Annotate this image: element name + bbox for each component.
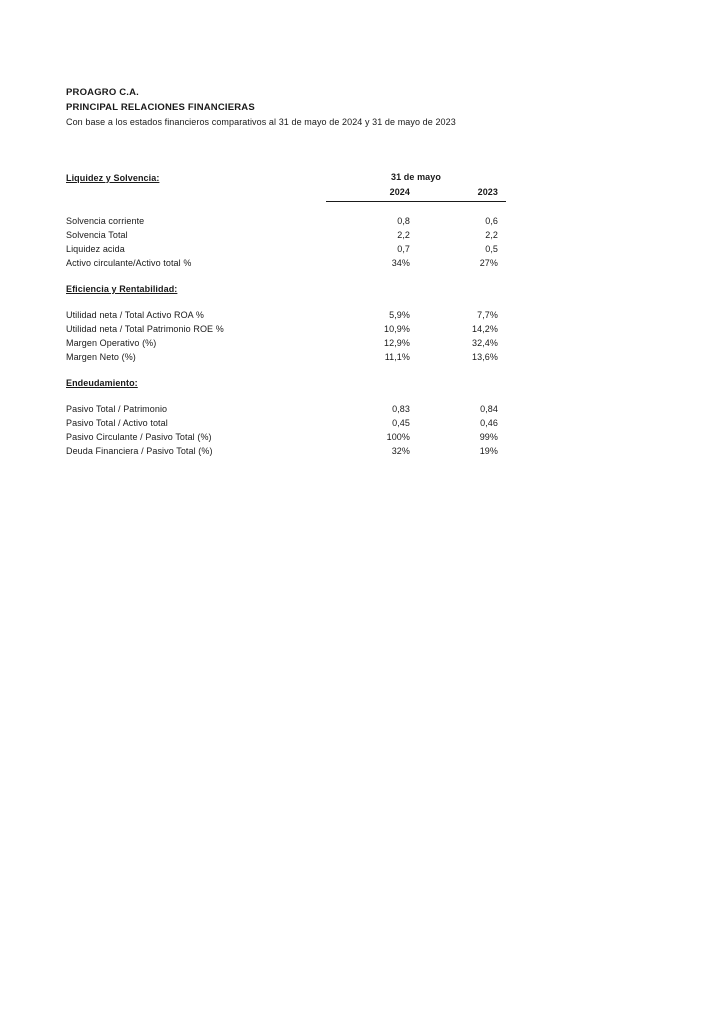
section-heading-endeudamiento-row	[66, 376, 506, 390]
row-value-2024: 11,1%	[384, 352, 410, 362]
table-row	[66, 350, 506, 364]
section-heading-endeudamiento	[66, 376, 506, 390]
row-value-2023: 27%	[479, 258, 498, 268]
column-header-2024: 2024	[389, 186, 410, 197]
period-header: 31 de mayo	[391, 171, 441, 182]
section-heading-endeudamiento-label: Endeudamiento:	[66, 378, 138, 388]
spacer-cell	[66, 390, 506, 402]
table-row	[66, 256, 506, 270]
row-label: Activo circulante/Activo total %	[66, 258, 192, 268]
table-row	[66, 336, 506, 350]
row-label: Deuda Financiera / Pasivo Total (%)	[66, 446, 213, 456]
table-row	[66, 444, 506, 458]
row-label: Solvencia Total	[66, 230, 128, 240]
row-value-2024: 32%	[391, 446, 410, 456]
table-row	[66, 430, 506, 444]
spacer-row	[66, 296, 506, 308]
financial-ratios-table	[66, 170, 506, 459]
spacer-cell	[66, 202, 506, 215]
empty-cell	[66, 185, 326, 201]
column-header-2023: 2023	[477, 186, 498, 197]
row-label: Pasivo Total / Activo total	[66, 418, 168, 428]
table-row	[66, 228, 506, 242]
row-value-2024: 0,8	[397, 216, 410, 226]
spacer-cell	[66, 364, 506, 376]
table-row	[66, 214, 506, 228]
row-value-2023: 7,7%	[477, 310, 498, 320]
row-label: Margen Neto (%)	[66, 352, 136, 362]
table-header-years-row	[66, 185, 506, 201]
document-content	[66, 86, 666, 458]
row-value-2023: 19%	[479, 446, 498, 456]
row-label: Utilidad neta / Total Patrimonio ROE %	[66, 324, 224, 334]
row-value-2023: 32,4%	[472, 338, 498, 348]
row-value-2024: 34%	[391, 258, 410, 268]
row-value-2024: 2,2	[397, 230, 410, 240]
row-value-2023: 0,6	[485, 216, 498, 226]
row-value-2023: 0,46	[480, 418, 498, 428]
row-value-2023: 0,84	[480, 404, 498, 414]
table-header-period-row	[66, 170, 506, 185]
row-label: Utilidad neta / Total Activo ROA %	[66, 310, 204, 320]
row-value-2023: 0,5	[485, 244, 498, 254]
row-value-2024: 12,9%	[384, 338, 410, 348]
section-heading-liquidez	[66, 170, 326, 185]
table-row	[66, 242, 506, 256]
row-value-2024: 100%	[386, 432, 410, 442]
spacer-cell	[66, 296, 506, 308]
spacer-row	[66, 202, 506, 215]
document-title: PRINCIPAL RELACIONES FINANCIERAS	[66, 101, 255, 113]
spacer	[66, 130, 666, 170]
row-value-2023: 13,6%	[472, 352, 498, 362]
spacer-cell	[66, 270, 506, 282]
row-value-2024: 5,9%	[389, 310, 410, 320]
document-note: Con base a los estados financieros comparativos al 31 de mayo de 2024 y 31 de mayo de 2023	[66, 117, 456, 127]
spacer-row	[66, 390, 506, 402]
section-heading-liquidez-label: Liquidez y Solvencia:	[66, 172, 160, 183]
table-row	[66, 322, 506, 336]
row-value-2024: 0,45	[392, 418, 410, 428]
table-row	[66, 402, 506, 416]
row-value-2023: 99%	[479, 432, 498, 442]
row-label: Pasivo Circulante / Pasivo Total (%)	[66, 432, 212, 442]
row-label: Solvencia corriente	[66, 216, 145, 226]
table-row	[66, 308, 506, 322]
row-label: Margen Operativo (%)	[66, 338, 157, 348]
row-value-2024: 0,83	[392, 404, 410, 414]
row-label: Pasivo Total / Patrimonio	[66, 404, 168, 414]
row-value-2023: 14,2%	[472, 324, 498, 334]
section-heading-eficiencia-row	[66, 282, 506, 296]
table-row	[66, 416, 506, 430]
row-label: Liquidez acida	[66, 244, 125, 254]
section-heading-eficiencia	[66, 282, 506, 296]
row-value-2024: 10,9%	[384, 324, 410, 334]
row-value-2024: 0,7	[397, 244, 410, 254]
section-heading-eficiencia-label: Eficiencia y Rentabilidad:	[66, 284, 178, 294]
row-value-2023: 2,2	[485, 230, 498, 240]
spacer-row	[66, 270, 506, 282]
spacer-row	[66, 364, 506, 376]
company-name: PROAGRO C.A.	[66, 87, 140, 98]
